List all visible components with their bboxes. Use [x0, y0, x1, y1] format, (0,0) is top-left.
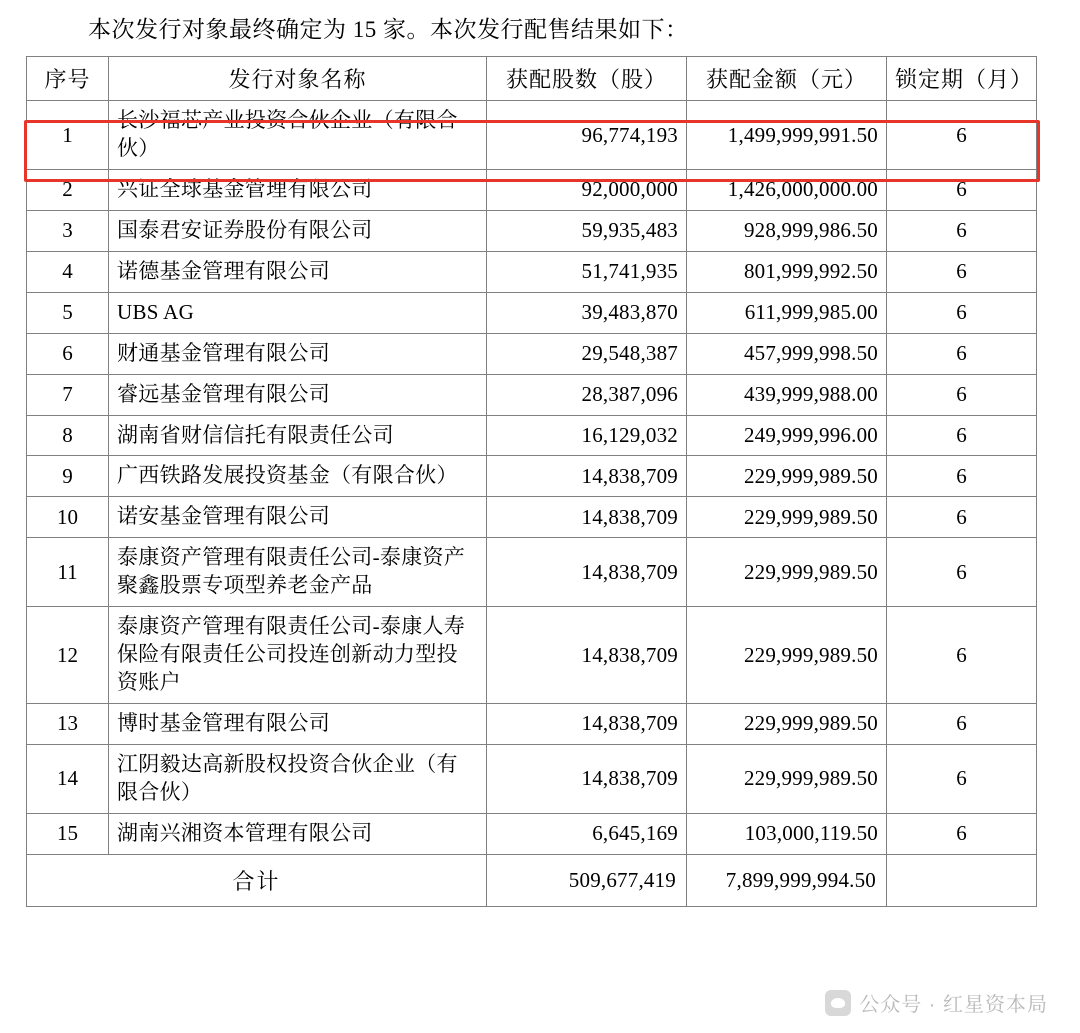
- cell-shares: 14,838,709: [487, 703, 687, 744]
- total-amount: 7,899,999,994.50: [687, 854, 887, 906]
- cell-lock: 6: [887, 538, 1037, 607]
- cell-shares: 6,645,169: [487, 813, 687, 854]
- cell-amount: 1,499,999,991.50: [687, 101, 887, 170]
- watermark-logo-icon: [825, 990, 851, 1016]
- cell-shares: 59,935,483: [487, 210, 687, 251]
- cell-name: 诺德基金管理有限公司: [109, 251, 487, 292]
- total-shares: 509,677,419: [487, 854, 687, 906]
- cell-name: 兴证全球基金管理有限公司: [109, 170, 487, 211]
- cell-shares: 14,838,709: [487, 497, 687, 538]
- cell-lock: 6: [887, 744, 1037, 813]
- cell-lock: 6: [887, 813, 1037, 854]
- cell-lock: 6: [887, 497, 1037, 538]
- cell-name: 泰康资产管理有限责任公司-泰康人寿保险有限责任公司投连创新动力型投资账户: [109, 607, 487, 704]
- cell-amount: 439,999,988.00: [687, 374, 887, 415]
- cell-amount: 229,999,989.50: [687, 607, 887, 704]
- cell-amount: 249,999,996.00: [687, 415, 887, 456]
- total-label: 合计: [27, 854, 487, 906]
- cell-lock: 6: [887, 374, 1037, 415]
- watermark: [825, 988, 1048, 1017]
- cell-name: 财通基金管理有限公司: [109, 333, 487, 374]
- cell-no: 7: [27, 374, 109, 415]
- table-row: [27, 292, 1037, 333]
- total-lock: [887, 854, 1037, 906]
- cell-shares: 16,129,032: [487, 415, 687, 456]
- cell-no: 2: [27, 170, 109, 211]
- table-row: [27, 703, 1037, 744]
- cell-lock: 6: [887, 210, 1037, 251]
- cell-amount: 229,999,989.50: [687, 456, 887, 497]
- cell-no: 13: [27, 703, 109, 744]
- table-row: [27, 101, 1037, 170]
- cell-no: 6: [27, 333, 109, 374]
- cell-name: 湖南省财信信托有限责任公司: [109, 415, 487, 456]
- cell-lock: 6: [887, 101, 1037, 170]
- cell-lock: 6: [887, 703, 1037, 744]
- cell-name: 诺安基金管理有限公司: [109, 497, 487, 538]
- cell-lock: 6: [887, 251, 1037, 292]
- table-total-row: [27, 854, 1037, 906]
- table-row: [27, 538, 1037, 607]
- cell-name: 长沙福芯产业投资合伙企业（有限合伙）: [109, 101, 487, 170]
- cell-no: 9: [27, 456, 109, 497]
- cell-amount: 1,426,000,000.00: [687, 170, 887, 211]
- table-row: [27, 607, 1037, 704]
- cell-amount: 928,999,986.50: [687, 210, 887, 251]
- cell-shares: 28,387,096: [487, 374, 687, 415]
- allocation-table: [26, 56, 1037, 906]
- cell-amount: 229,999,989.50: [687, 744, 887, 813]
- cell-no: 12: [27, 607, 109, 704]
- table-row: [27, 813, 1037, 854]
- table-body: [27, 101, 1037, 906]
- cell-name: 泰康资产管理有限责任公司-泰康资产聚鑫股票专项型养老金产品: [109, 538, 487, 607]
- table-row: [27, 415, 1037, 456]
- cell-no: 11: [27, 538, 109, 607]
- cell-name: 江阴毅达高新股权投资合伙企业（有限合伙）: [109, 744, 487, 813]
- table-row: [27, 333, 1037, 374]
- cell-name: UBS AG: [109, 292, 487, 333]
- cell-shares: 29,548,387: [487, 333, 687, 374]
- cell-amount: 611,999,985.00: [687, 292, 887, 333]
- cell-name: 国泰君安证券股份有限公司: [109, 210, 487, 251]
- table-row: [27, 744, 1037, 813]
- column-header-name: 发行对象名称: [109, 57, 487, 101]
- cell-shares: 51,741,935: [487, 251, 687, 292]
- column-header-no: 序号: [27, 57, 109, 101]
- cell-no: 1: [27, 101, 109, 170]
- cell-no: 10: [27, 497, 109, 538]
- cell-lock: 6: [887, 292, 1037, 333]
- cell-no: 3: [27, 210, 109, 251]
- cell-name: 广西铁路发展投资基金（有限合伙）: [109, 456, 487, 497]
- cell-name: 湖南兴湘资本管理有限公司: [109, 813, 487, 854]
- cell-lock: 6: [887, 170, 1037, 211]
- cell-no: 8: [27, 415, 109, 456]
- table-row: [27, 251, 1037, 292]
- table-row: [27, 210, 1037, 251]
- cell-shares: 14,838,709: [487, 456, 687, 497]
- cell-no: 15: [27, 813, 109, 854]
- cell-name: 睿远基金管理有限公司: [109, 374, 487, 415]
- column-header-shares: 获配股数（股）: [487, 57, 687, 101]
- table-row: [27, 374, 1037, 415]
- cell-amount: 103,000,119.50: [687, 813, 887, 854]
- cell-lock: 6: [887, 456, 1037, 497]
- table-row: [27, 170, 1037, 211]
- cell-shares: 14,838,709: [487, 538, 687, 607]
- table-row: [27, 456, 1037, 497]
- cell-amount: 229,999,989.50: [687, 497, 887, 538]
- cell-name: 博时基金管理有限公司: [109, 703, 487, 744]
- table-header: [27, 57, 1037, 101]
- watermark-text: 公众号 · 红星资本局: [859, 994, 1048, 1016]
- cell-amount: 229,999,989.50: [687, 703, 887, 744]
- cell-lock: 6: [887, 415, 1037, 456]
- cell-amount: 457,999,998.50: [687, 333, 887, 374]
- cell-lock: 6: [887, 333, 1037, 374]
- cell-no: 5: [27, 292, 109, 333]
- cell-shares: 39,483,870: [487, 292, 687, 333]
- cell-amount: 801,999,992.50: [687, 251, 887, 292]
- intro-paragraph: 本次发行对象最终确定为 15 家。本次发行配售结果如下：: [88, 17, 689, 42]
- cell-shares: 14,838,709: [487, 607, 687, 704]
- cell-shares: 96,774,193: [487, 101, 687, 170]
- column-header-amount: 获配金额（元）: [687, 57, 887, 101]
- cell-lock: 6: [887, 607, 1037, 704]
- cell-amount: 229,999,989.50: [687, 538, 887, 607]
- table-header-row: [27, 57, 1037, 101]
- column-header-lock: 锁定期（月）: [887, 57, 1037, 101]
- cell-shares: 92,000,000: [487, 170, 687, 211]
- cell-no: 4: [27, 251, 109, 292]
- table-row: [27, 497, 1037, 538]
- cell-no: 14: [27, 744, 109, 813]
- cell-shares: 14,838,709: [487, 744, 687, 813]
